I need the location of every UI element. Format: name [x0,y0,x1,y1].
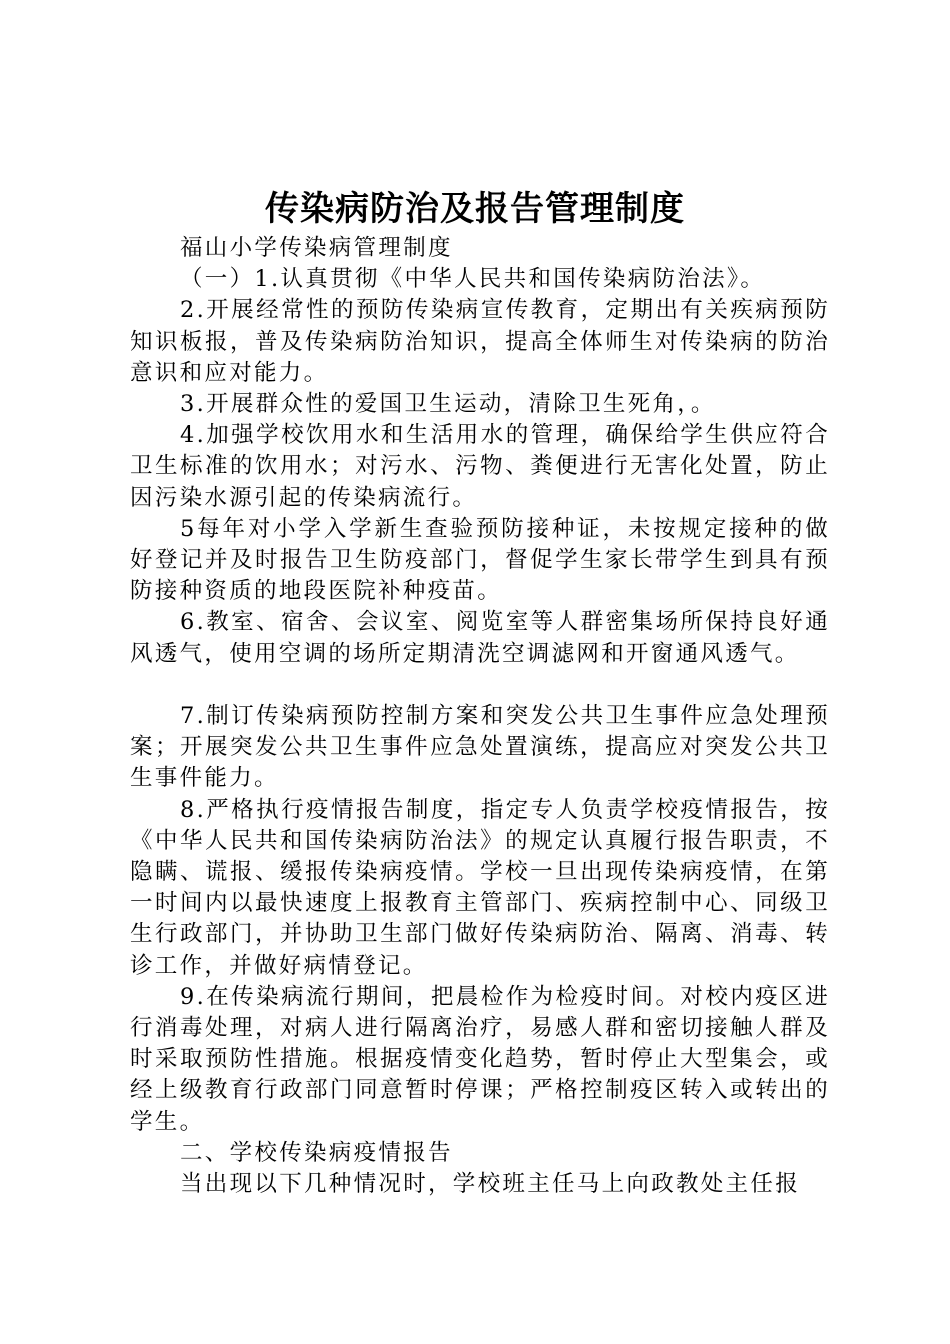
paragraph: 5每年对小学入学新生查验预防接种证，未按规定接种的做好登记并及时报告卫生防疫部门，督促学生家长带学生到具有预防接种资质的地段医院补种疫苗。 [130,515,830,605]
paragraph: 3.开展群众性的爱国卫生运动，清除卫生死角，。 [180,391,716,418]
document-body [130,233,830,1200]
paragraph: 4.加强学校饮用水和生活用水的管理，确保给学生供应符合卫生标准的饮用水；对污水、污物、粪便进行无害化处置，防止因污染水源引起的传染病流行。 [130,422,830,511]
section-heading: 二、学校传染病疫情报告 [180,1139,453,1166]
paragraph: 福山小学传染病管理制度 [180,235,453,261]
paragraph: （一）1.认真贯彻《中华人民共和国传染病防治法》。 [180,266,766,293]
paragraph: 7.制订传染病预防控制方案和突发公共卫生事件应急处理预案；开展突发公共卫生事件应急处置演练，提高应对突发公共卫生事件能力。 [130,703,830,792]
paragraph: 6.教室、宿舍、会议室、阅览室等人群密集场所保持良好通风透气，使用空调的场所定期清洗空调滤网和开窗通风透气。 [130,609,830,667]
paragraph: 2.开展经常性的预防传染病宣传教育，定期出有关疾病预防知识板报，普及传染病防治知识，提高全体师生对传染病的防治意识和应对能力。 [130,297,830,386]
document-title: 传染病防治及报告管理制度 [265,189,685,229]
paragraph: 当出现以下几种情况时，学校班主任马上向政教处主任报 [180,1171,801,1198]
paragraph: 8.严格执行疫情报告制度，指定专人负责学校疫情报告，按《中华人民共和国传染病防治法》的规定认真履行报告职责，不隐瞒、谎报、缓报传染病疫情。学校一旦出现传染病疫情，在第一时间内以最快速度上报教育主管部门、疾病控制中心、同级卫生行政部门，并协助卫生部门做好传染病防治、隔离、消毒、转诊工作，并做好病情登记。 [130,796,830,979]
paragraph: 9.在传染病流行期间，把晨检作为检疫时间。对校内疫区进行消毒处理，对病人进行隔离治疗，易感人群和密切接触人群及时采取预防性措施。根据疫情变化趋势，暂时停止大型集会，或经上级教育行政部门同意暂时停课；严格控制疫区转入或转出的学生。 [130,983,830,1135]
